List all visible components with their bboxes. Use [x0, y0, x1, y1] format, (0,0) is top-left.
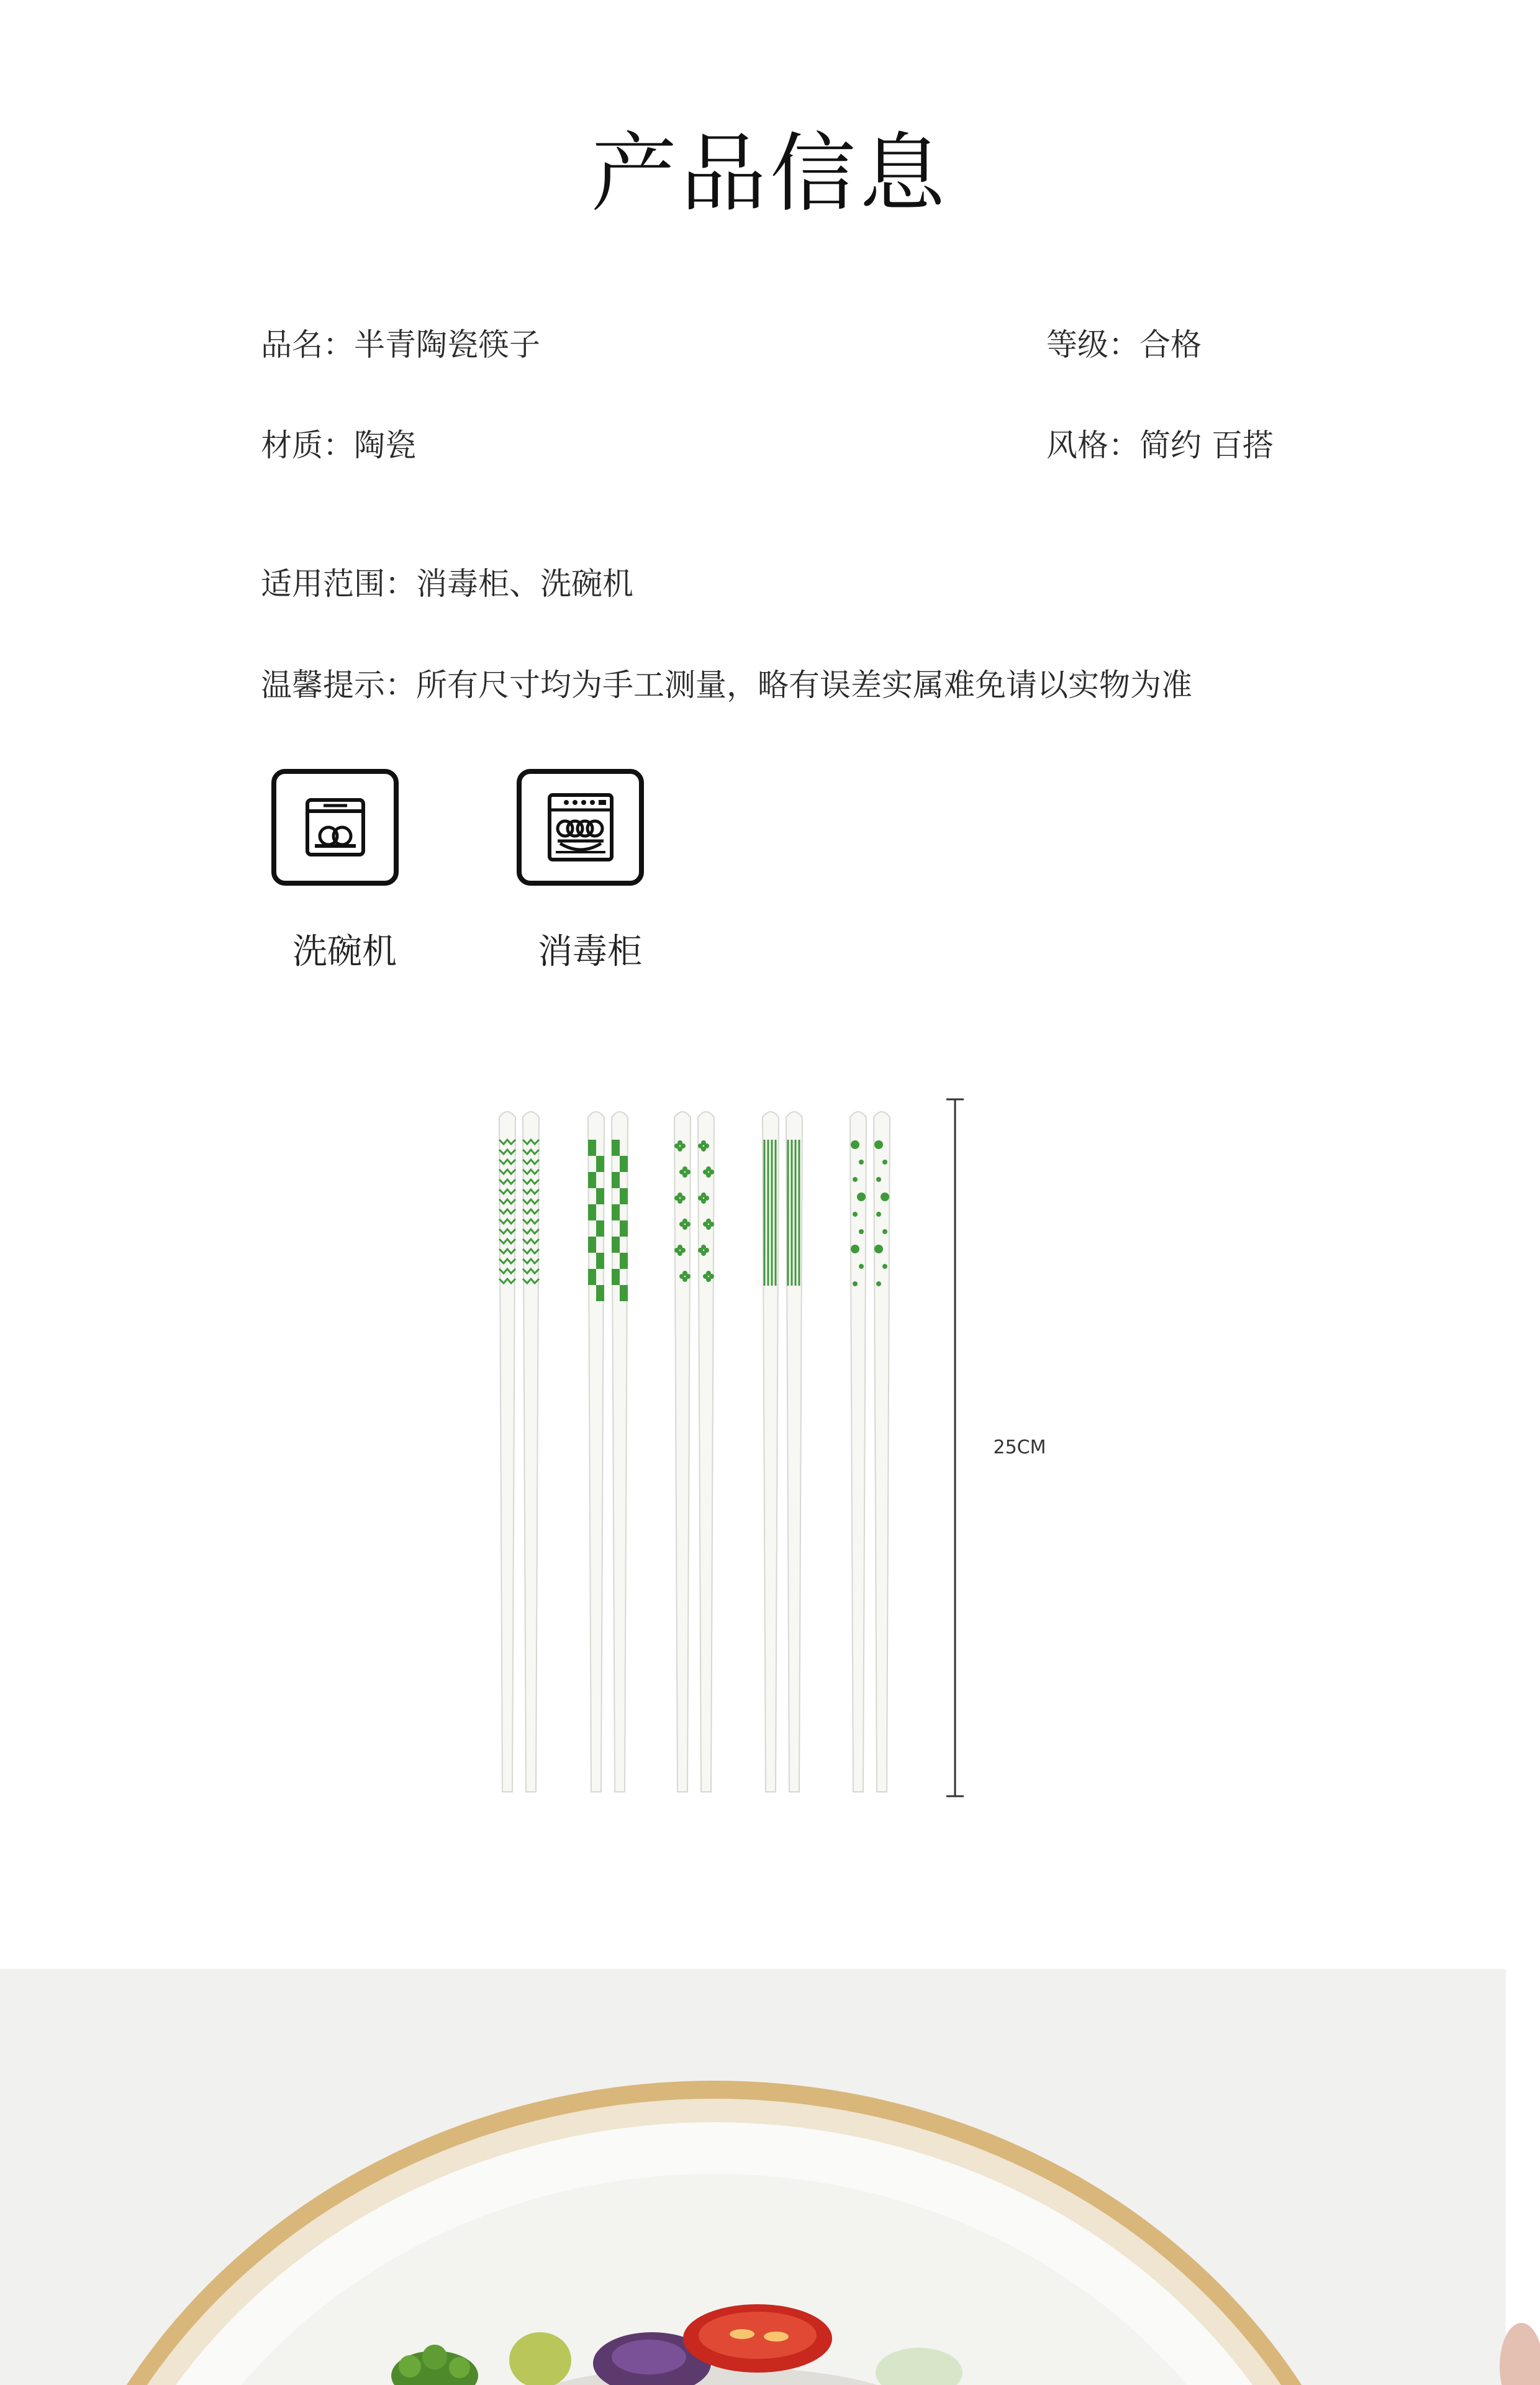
- chopstick-pattern-clover: [706, 1271, 711, 1276]
- chopstick-pattern-check: [620, 1188, 628, 1204]
- chopstick-pattern-clover: [677, 1192, 682, 1197]
- chopstick: [499, 1112, 515, 1792]
- chopstick-pattern-clover: [682, 1166, 687, 1171]
- chopstick-pattern-check: [612, 1237, 620, 1253]
- chopstick-pattern-clover: [706, 1219, 711, 1224]
- chopstick-pattern-check: [620, 1220, 628, 1237]
- chopstick-pattern-clover: [677, 1140, 682, 1145]
- chopstick-pattern-check: [612, 1172, 620, 1188]
- tip-label: 温馨提示：: [261, 667, 416, 703]
- chopstick-pattern-clover: [682, 1225, 687, 1230]
- material-value: 陶瓷: [354, 427, 416, 463]
- chopstick-pattern-check: [612, 1140, 620, 1156]
- chopstick-pattern-dot: [882, 1229, 887, 1234]
- chopstick-pattern-clover: [701, 1140, 706, 1145]
- chopstick-pattern-clover: [682, 1173, 687, 1178]
- chopstick-pattern-dot: [876, 1281, 881, 1286]
- spec-tip: [261, 663, 1192, 707]
- chopstick-pattern-clover: [677, 1147, 682, 1152]
- grade-label: 等级：: [1046, 327, 1139, 363]
- chopstick-pattern-check: [588, 1140, 596, 1156]
- grade-value: 合格: [1139, 327, 1202, 363]
- sterilizer-label: 消毒柜: [538, 932, 642, 972]
- style-label: 风格：: [1046, 427, 1139, 463]
- chopstick-pattern-check: [596, 1285, 604, 1301]
- chopstick-pattern-clover: [706, 1166, 711, 1171]
- chopstick-pattern-dot: [876, 1177, 881, 1182]
- chopstick-pattern-check: [596, 1188, 604, 1204]
- chopstick-pattern-dot: [853, 1212, 858, 1217]
- chopstick-pattern-dot: [882, 1264, 887, 1269]
- chopstick-pattern-dot: [851, 1140, 859, 1149]
- tip-value: 所有尺寸均为手工测量，略有误差实属难免请以实物为准: [416, 667, 1192, 703]
- chopstick-pattern-clover: [701, 1245, 706, 1250]
- chopstick-pattern-clover: [701, 1147, 706, 1152]
- page-title: 产品信息: [591, 124, 949, 224]
- style-value: 简约 百搭: [1139, 427, 1274, 463]
- chopstick-pattern-clover: [677, 1245, 682, 1250]
- chopstick-pattern-clover: [682, 1219, 687, 1224]
- chopstick-pattern-check: [612, 1269, 620, 1285]
- dishwasher-icon: [271, 769, 399, 886]
- chopstick-pattern-clover: [701, 1192, 706, 1197]
- chopstick-pattern-check: [588, 1237, 596, 1253]
- spec-grade: [1046, 323, 1202, 366]
- chopstick-pattern-dot: [853, 1177, 858, 1182]
- chopstick-pattern-check: [596, 1156, 604, 1172]
- chopstick-pattern-check: [596, 1253, 604, 1269]
- product-photo: [0, 1969, 1540, 2385]
- scope-value: 消毒柜、洗碗机: [416, 566, 633, 602]
- chopstick-pattern-check: [620, 1285, 628, 1301]
- measure-length-label: 25CM: [993, 1437, 1046, 1458]
- chopstick: [674, 1112, 691, 1792]
- dishwasher-label: 洗碗机: [292, 932, 397, 972]
- chopstick-pattern-check: [596, 1220, 604, 1237]
- spec-scope: [261, 562, 633, 606]
- chopstick-pattern-clover: [706, 1173, 711, 1178]
- chopstick-pattern-clover: [677, 1251, 682, 1256]
- chopstick-pattern-check: [620, 1253, 628, 1269]
- chopstick: [523, 1112, 539, 1792]
- product-name-label: 品名：: [261, 327, 354, 363]
- chopstick-pattern-dot: [881, 1192, 889, 1201]
- sterilizer-cabinet-icon: [517, 769, 644, 886]
- chopstick-pattern-check: [588, 1269, 596, 1285]
- chopstick-pattern-dot: [874, 1140, 883, 1149]
- chopstick-pattern-clover: [682, 1271, 687, 1276]
- spec-style: [1046, 424, 1274, 467]
- chopstick-pattern-clover: [682, 1277, 687, 1282]
- chopstick: [698, 1112, 714, 1792]
- chopstick-pattern-check: [588, 1172, 596, 1188]
- chopstick-pattern-dot: [859, 1160, 864, 1165]
- chopsticks-illustration: [0, 1081, 1540, 1851]
- spec-product-name: [261, 323, 540, 366]
- chopstick-pattern-check: [620, 1156, 628, 1172]
- material-label: 材质：: [261, 427, 354, 463]
- chopstick-pattern-dot: [853, 1281, 858, 1286]
- chopstick-pattern-clover: [706, 1277, 711, 1282]
- chopstick-pattern-clover: [677, 1199, 682, 1204]
- chopstick-pattern-dot: [857, 1192, 866, 1201]
- chopstick-pattern-clover: [701, 1251, 706, 1256]
- chopstick-pattern-check: [612, 1204, 620, 1220]
- chopstick-pattern-clover: [701, 1199, 706, 1204]
- spec-material: [261, 424, 416, 467]
- chopstick-pattern-dot: [859, 1229, 864, 1234]
- chopstick-pattern-clover: [706, 1225, 711, 1230]
- chopstick-pattern-dot: [874, 1245, 883, 1253]
- chopstick-pattern-check: [588, 1204, 596, 1220]
- chopstick: [874, 1112, 890, 1792]
- scope-label: 适用范围：: [261, 566, 416, 602]
- product-name-value: 半青陶瓷筷子: [354, 327, 540, 363]
- chopstick: [850, 1112, 866, 1792]
- chopstick-pattern-dot: [859, 1264, 864, 1269]
- chopstick-pattern-dot: [876, 1212, 881, 1217]
- chopstick-pattern-dot: [882, 1160, 887, 1165]
- chopstick-pattern-dot: [851, 1245, 859, 1253]
